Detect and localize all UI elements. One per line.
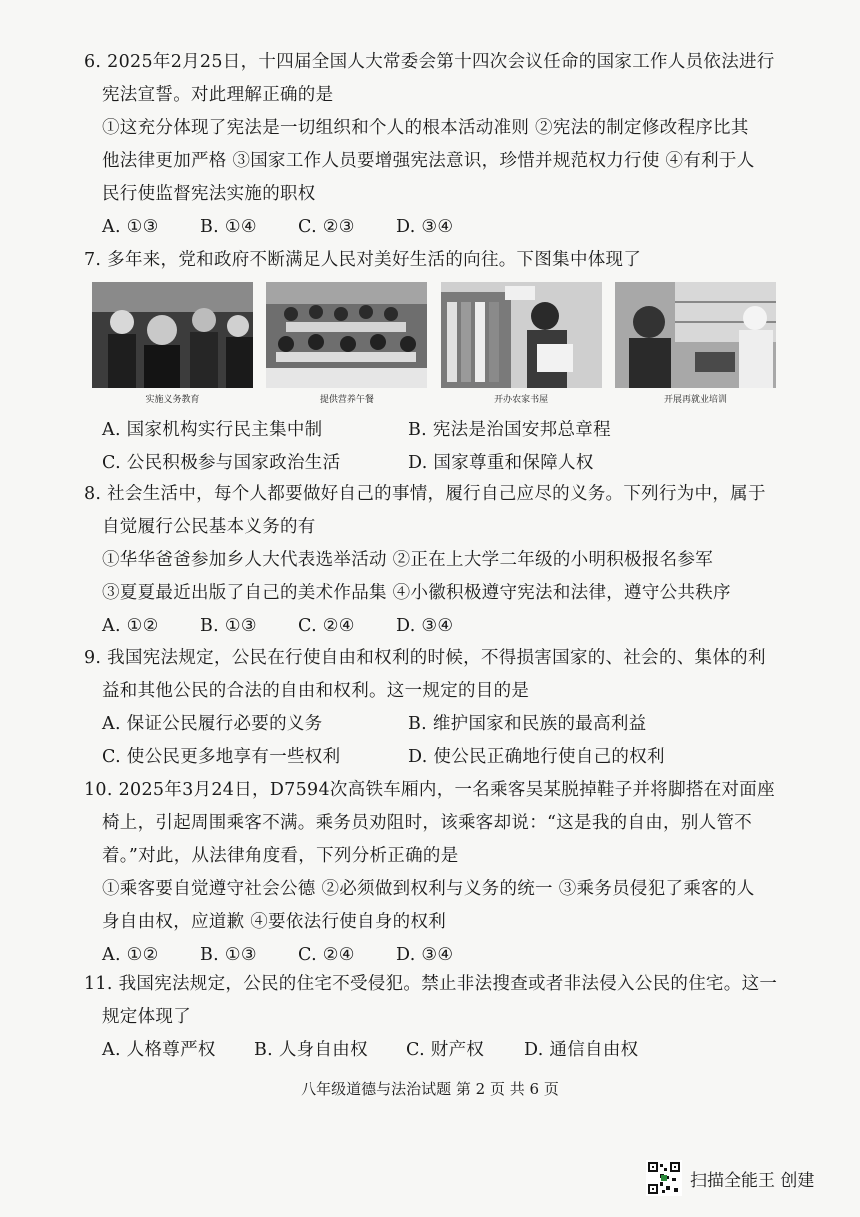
question-7-options xyxy=(84,414,784,480)
photo-reemployment-training xyxy=(615,282,776,408)
page-footer: 八年级道德与法治试题 第 2 页 共 6 页 xyxy=(301,1080,559,1098)
option-a: A. ①② xyxy=(102,616,159,636)
photo-image xyxy=(92,282,253,388)
option-c: C. ②③ xyxy=(298,217,355,237)
option-a: A. 人格尊严权 xyxy=(102,1040,216,1060)
photo-compulsory-education xyxy=(92,282,253,408)
option-b: B. ①③ xyxy=(200,616,257,636)
option-a: A. ①② xyxy=(102,945,159,965)
answer-options-row xyxy=(84,708,784,741)
answer-options xyxy=(84,610,784,643)
photo-strip xyxy=(92,282,776,408)
statement-text: 他法律更加严格 ③国家工作人员要增强宪法意识，珍惜并规范权力行使 ④有利于人 xyxy=(102,151,755,171)
question-6 xyxy=(84,46,784,244)
scanner-watermark xyxy=(646,1160,814,1196)
statement-text: ①华华爸爸参加乡人大代表选举活动 ②正在上大学二年级的小明积极报名参军 xyxy=(102,550,714,570)
option-d: D. ③④ xyxy=(396,217,454,237)
option-b: B. ①③ xyxy=(200,945,257,965)
option-d: D. ③④ xyxy=(396,945,454,965)
question-text: 10. 2025年3月24日，D7594次高铁车厢内，一名乘客吴某脱掉鞋子并将脚搭在对面座 xyxy=(84,780,775,800)
question-7 xyxy=(84,244,784,277)
option-b: B. 维护国家和民族的最高利益 xyxy=(408,714,647,734)
option-c: C. 财产权 xyxy=(406,1040,485,1060)
question-text: 8. 社会生活中，每个人都要做好自己的事情，履行自己应尽的义务。下列行为中，属于 xyxy=(84,484,766,504)
option-b: B. 人身自由权 xyxy=(254,1040,368,1060)
answer-options-row xyxy=(84,447,784,480)
question-text: 7. 多年来，党和政府不断满足人民对美好生活的向往。下图集中体现了 xyxy=(84,250,642,270)
statement-text: ①这充分体现了宪法是一切组织和个人的根本活动准则 ②宪法的制定修改程序比其 xyxy=(102,118,749,138)
question-text: 9. 我国宪法规定，公民在行使自由和权利的时候，不得损害国家的、社会的、集体的利 xyxy=(84,648,766,668)
photo-caption: 提供营养午餐 xyxy=(319,395,374,405)
question-11 xyxy=(84,968,784,1067)
answer-options-row xyxy=(84,414,784,447)
photo-caption: 开办农家书屋 xyxy=(494,395,549,405)
answer-options xyxy=(84,1034,784,1067)
question-text: 11. 我国宪法规定，公民的住宅不受侵犯。禁止非法搜查或者非法侵入公民的住宅。这一 xyxy=(84,974,778,994)
option-c: C. ②④ xyxy=(298,616,355,636)
option-b: B. ①④ xyxy=(200,217,257,237)
question-text: 着。”对此，从法律角度看，下列分析正确的是 xyxy=(102,846,459,866)
option-d: D. 通信自由权 xyxy=(524,1040,639,1060)
question-9 xyxy=(84,642,784,774)
scanner-label: 扫描全能王 创建 xyxy=(690,1170,815,1191)
photo-caption: 开展再就业培训 xyxy=(663,395,727,405)
option-d: D. ③④ xyxy=(396,616,454,636)
option-c: C. 使公民更多地享有一些权利 xyxy=(102,747,341,767)
option-b: B. 宪法是治国安邦总章程 xyxy=(408,420,611,440)
option-c: C. ②④ xyxy=(298,945,355,965)
question-text: 宪法宣誓。对此理解正确的是 xyxy=(102,85,334,105)
photo-rural-library xyxy=(441,282,602,408)
photo-image xyxy=(615,282,776,388)
question-text: 自觉履行公民基本义务的有 xyxy=(102,517,316,537)
option-a: A. 保证公民履行必要的义务 xyxy=(102,714,323,734)
answer-options xyxy=(84,211,784,244)
answer-options-row xyxy=(84,741,784,774)
photo-nutrition-lunch xyxy=(266,282,427,408)
question-10 xyxy=(84,774,784,972)
option-c: C. 公民积极参与国家政治生活 xyxy=(102,453,341,473)
question-8 xyxy=(84,478,784,643)
option-a: A. 国家机构实行民主集中制 xyxy=(102,420,323,440)
option-d: D. 使公民正确地行使自己的权利 xyxy=(408,747,665,767)
statement-text: ③夏夏最近出版了自己的美术作品集 ④小徽积极遵守宪法和法律，遵守公共秩序 xyxy=(102,583,731,603)
question-text: 规定体现了 xyxy=(102,1007,191,1027)
statement-text: 民行使监督宪法实施的职权 xyxy=(102,184,316,204)
statement-text: ①乘客要自觉遵守社会公德 ②必须做到权利与义务的统一 ③乘务员侵犯了乘客的人 xyxy=(102,879,755,899)
option-d: D. 国家尊重和保障人权 xyxy=(408,453,594,473)
question-text: 椅上，引起周围乘客不满。乘务员劝阻时，该乘客却说：“这是我的自由，别人管不 xyxy=(102,813,753,833)
photo-image xyxy=(441,282,602,388)
photo-image xyxy=(266,282,427,388)
question-text: 益和其他公民的合法的自由和权利。这一规定的目的是 xyxy=(102,681,530,701)
photo-caption: 实施义务教育 xyxy=(145,395,200,405)
qr-code-icon xyxy=(646,1160,682,1196)
statement-text: 身自由权，应道歉 ④要依法行使自身的权利 xyxy=(102,912,447,932)
question-text: 6. 2025年2月25日，十四届全国人大常委会第十四次会议任命的国家工作人员依法进行 xyxy=(84,52,775,72)
option-a: A. ①③ xyxy=(102,217,159,237)
